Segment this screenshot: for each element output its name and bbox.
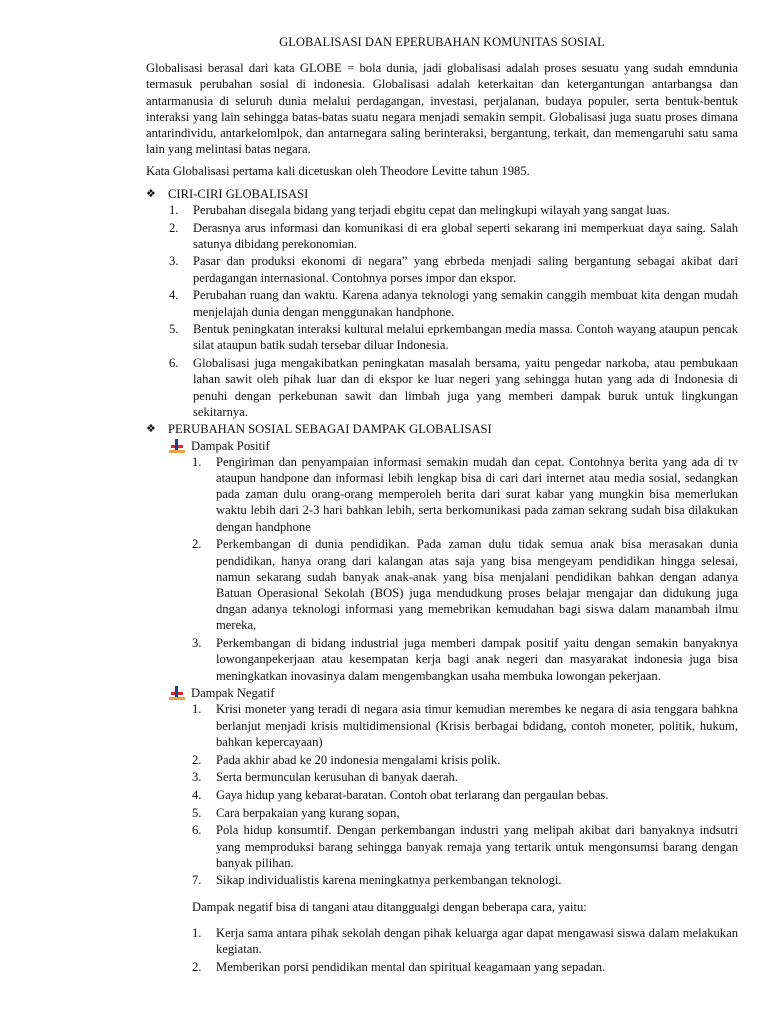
section-heading-perubahan xyxy=(146,421,738,437)
section-heading-ciri xyxy=(146,186,738,202)
arrow-bullet-icon xyxy=(169,686,191,700)
list-item: 3. Serta bermunculan kerusuhan di banyak daerah. xyxy=(192,770,458,785)
diamond-bullet-icon: ❖ xyxy=(146,186,156,200)
positif-list xyxy=(146,454,738,684)
heading-text: PERUBAHAN SOSIAL SEBAGAI DAMPAK GLOBALISASI xyxy=(168,422,492,437)
list-item: 3. Perkembangan di bidang industrial juga memberi dampak positif yaitu dengan semakin banyaknya lowonganpekerjaan atau kesempatan kerja bagi anak negeri dan masyarakat indonesia juga bisa meningkatkan inovasinya dalam mengembangkan usaha membuka lowongan pekerjaan. xyxy=(192,636,738,683)
list-item: 1. Krisi moneter yang teradi di negara asia timur kemudian merembes ke negara di asia tenggara bahkna berlanjut menjadi krisis multidimensional (Krisis berbagai bdidang, contoh moneter, politik, hukum, bahkan kepercayaan) xyxy=(192,702,738,749)
solutions-list xyxy=(146,925,738,975)
list-item: 4. Gaya hidup yang kebarat-baratan. Contoh obat terlarang dan pergaulan bebas. xyxy=(192,787,609,802)
list-item: 2. Derasnya arus informasi dan komunikasi di era global seperti sekarang ini memperkuat daya saing. Salah satunya dibidang perekonomian. xyxy=(169,220,738,251)
list-item: 5. Cara berpakaian yang kurang sopan, xyxy=(192,805,400,820)
ciri-list xyxy=(146,202,738,420)
list-item: 3. Pasar dan produksi ekonomi di negara” yang ebrbeda menjadi saling bergantung sebagai akibat dari perdagangan internasional. Contohnya porses impor dan ekspor. xyxy=(169,254,738,285)
list-item: 2. Pada akhir abad ke 20 indonesia mengalami krisis polik. xyxy=(192,752,501,767)
list-item: 5. Bentuk peningkatan interaksi kultural melalui eprkembangan media massa. Contoh wayang ataupun pencak silat ataupun batik sudah tersebar diluar Indonesia. xyxy=(169,322,738,353)
list-item: 2. Perkembangan di dunia pendidikan. Pada zaman dulu tidak semua anak bisa merasakan dunia pendidikan, hanya orang dari kalangan atas saja yang bisa mengeyam pendidikan hingga selesai, namun sekarang sudah banyak anak-anak yang bisa menjalani pendidikan bahkan dengan adanya Batuan Operasional Sekolah (BOS) juga mendudkung proses belajar mengajar dan didukung juga dngan adanya teknologi informasi yang memebrikan kemudahan bagi siswa dalam manambah ilmu mereka, xyxy=(192,537,738,633)
heading-text: CIRI-CIRI GLOBALISASI xyxy=(168,186,309,201)
negatif-list xyxy=(146,701,738,888)
list-item: 6. Pola hidup konsumtif. Dengan perkembangan industri yang melipah akibat dari banyaknya indsutri yang memproduksi barang sehingga banyak remaja yang tertarik untuk mengonsumsi barang dengan banyak pilihan. xyxy=(192,823,738,870)
document-title: GLOBALISASI DAN EPERUBAHAN KOMUNITAS SOSIAL xyxy=(279,35,605,49)
closing-paragraph: Dampak negatif bisa di tangani atau ditanggualgi dengan beberapa cara, yaitu: xyxy=(192,899,587,914)
origin-paragraph: Kata Globalisasi pertama kali dicetuskan oleh Theodore Levitte tahun 1985. xyxy=(146,164,530,179)
list-item: 6. Globalisasi juga mengakibatkan peningkatan masalah bersama, yaitu pengedar narkoba, atau pembukaan lahan sawit oleh pihak luar dan di ekspor ke luar negeri yang sehingga hutan yang ada di Indonesia di penuhi dengan perkebunan sawit dan limbah juga yang memberi dampak buruk untuk lingkungan sekitarnya. xyxy=(169,356,738,419)
list-item: 7. Sikap individualistis karena meningkatnya perkembangan teknologi. xyxy=(192,873,562,888)
arrow-bullet-icon xyxy=(169,439,191,453)
list-item: 4. Perubahan ruang dan waktu. Karena adanya teknologi yang semakin canggih membuat kita dengan mudah menjelajah dunia dengan menggunakan handphone. xyxy=(169,288,738,319)
diamond-bullet-icon: ❖ xyxy=(146,422,156,436)
subheading-dampak-negatif: Dampak Negatif xyxy=(146,685,738,701)
list-item: 1. Pengiriman dan penyampaian informasi semakin mudah dan cepat. Contohnya berita yang ada di tv ataupun handpone dan informasi lebih lengkap bisa di cari dari internet atau media sosial, sedangkan pada zaman dulu orang-orang memperoleh berita dari surat kabar yang mungkin bisa memerlukan waktu lebih dari 2-3 hari bahkan lebih, serta berkomunikasi pada zaman sekrang sudah bisa dilakukan dengan handphone xyxy=(192,454,738,534)
section-ciri xyxy=(146,186,738,420)
list-item: 1. Perubahan disegala bidang yang terjadi ebgitu cepat dan melingkupi wilayah yang sangat luas. xyxy=(169,202,670,217)
section-perubahan xyxy=(146,421,738,975)
intro-paragraph: Globalisasi berasal dari kata GLOBE = bola dunia, jadi globalisasi adalah proses sesuatu yang sudah emndunia termasuk perubahan sosial di indonesia. Globalisasi adalah keterkaitan dan ketergantungan antarbangsa dan antarmanusia di seluruh dunia melalui perdagangan, investasi, perjalanan, budaya populer, serta bentuk-bentuk interaksi yang lain sehingga batas-batas suatu negara menjadi semakin sempit. Globalisasi juga suatu proses dimana antarindividu, antarkelomlpok, dan antarnegara saling berinteraksi, bergantung, terkait, dan memengaruhi satu sama lain yang melintasi batas negara. xyxy=(146,61,738,157)
list-item: 1. Kerja sama antara pihak sekolah dengan pihak keluarga agar dapat mengawasi siswa dalam melakukan kegiatan. xyxy=(192,925,738,957)
list-item: 2. Memberikan porsi pendidikan mental dan spiritual keagamaan yang sepadan. xyxy=(192,959,606,974)
subheading-dampak-positif: Dampak Positif xyxy=(146,438,738,454)
